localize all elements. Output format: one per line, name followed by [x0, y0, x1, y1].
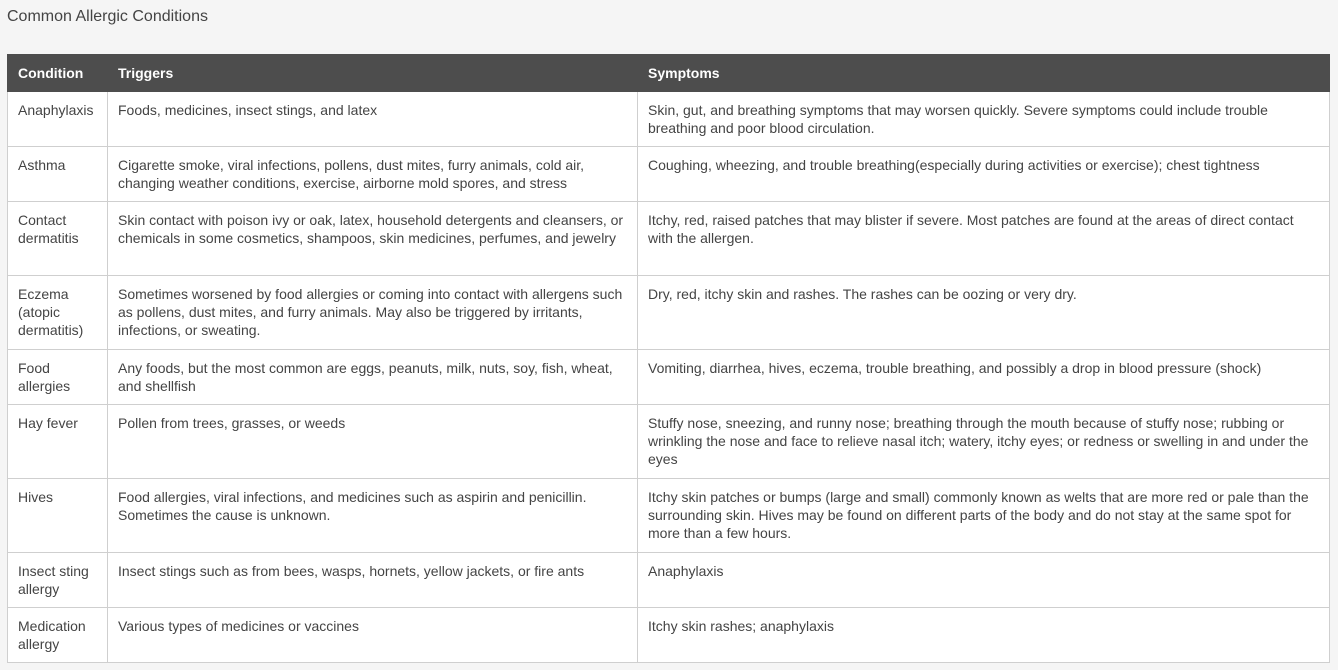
cell-symptoms: Stuffy nose, sneezing, and runny nose; breathing through the mouth because of stuffy nose; rubbing or wrinkling the nose and face to relieve nasal itch; watery, itchy eyes; or redness or swelling in and under the eyes — [638, 405, 1330, 479]
cell-triggers: Various types of medicines or vaccines — [108, 608, 638, 663]
cell-symptoms: Anaphylaxis — [638, 553, 1330, 608]
table-body — [8, 92, 1330, 663]
table-row-anaphylaxis — [8, 92, 1330, 147]
cell-symptoms: Dry, red, itchy skin and rashes. The rashes can be oozing or very dry. — [638, 276, 1330, 350]
table-row-eczema — [8, 276, 1330, 350]
allergic-conditions-table — [7, 54, 1330, 663]
cell-symptoms: Itchy skin rashes; anaphylaxis — [638, 608, 1330, 663]
cell-triggers: Insect stings such as from bees, wasps, hornets, yellow jackets, or fire ants — [108, 553, 638, 608]
cell-condition: Hives — [8, 479, 108, 553]
cell-triggers: Any foods, but the most common are eggs, peanuts, milk, nuts, soy, fish, wheat, and shellfish — [108, 350, 638, 405]
page-title: Common Allergic Conditions — [7, 8, 208, 25]
header-symptoms: Symptoms — [638, 55, 1330, 92]
cell-condition: Anaphylaxis — [8, 92, 108, 147]
cell-triggers: Foods, medicines, insect stings, and latex — [108, 92, 638, 147]
cell-symptoms: Skin, gut, and breathing symptoms that may worsen quickly. Severe symptoms could include trouble breathing and poor blood circulation. — [638, 92, 1330, 147]
cell-condition: Contact dermatitis — [8, 202, 108, 276]
cell-condition: Hay fever — [8, 405, 108, 479]
cell-triggers: Skin contact with poison ivy or oak, latex, household detergents and cleansers, or chemicals in some cosmetics, shampoos, skin medicines, perfumes, and jewelry — [108, 202, 638, 276]
cell-triggers: Food allergies, viral infections, and medicines such as aspirin and penicillin. Sometimes the cause is unknown. — [108, 479, 638, 553]
cell-triggers: Cigarette smoke, viral infections, pollens, dust mites, furry animals, cold air, changing weather conditions, exercise, airborne mold spores, and stress — [108, 147, 638, 202]
cell-symptoms: Coughing, wheezing, and trouble breathing(especially during activities or exercise); chest tightness — [638, 147, 1330, 202]
allergic-conditions-table-container — [7, 54, 1329, 663]
table-row-hay-fever — [8, 405, 1330, 479]
cell-condition: Medication allergy — [8, 608, 108, 663]
cell-condition: Food allergies — [8, 350, 108, 405]
cell-triggers: Sometimes worsened by food allergies or coming into contact with allergens such as pollens, dust mites, and furry animals. May also be triggered by irritants, infections, or sweating. — [108, 276, 638, 350]
table-header — [8, 55, 1330, 92]
table-row-hives — [8, 479, 1330, 553]
table-row-contact-dermatitis — [8, 202, 1330, 276]
cell-condition: Insect sting allergy — [8, 553, 108, 608]
table-row-food-allergies — [8, 350, 1330, 405]
cell-triggers: Pollen from trees, grasses, or weeds — [108, 405, 638, 479]
table-row-asthma — [8, 147, 1330, 202]
cell-symptoms: Vomiting, diarrhea, hives, eczema, trouble breathing, and possibly a drop in blood pressure (shock) — [638, 350, 1330, 405]
cell-condition: Asthma — [8, 147, 108, 202]
cell-symptoms: Itchy, red, raised patches that may blister if severe. Most patches are found at the areas of direct contact with the allergen. — [638, 202, 1330, 276]
cell-symptoms: Itchy skin patches or bumps (large and small) commonly known as welts that are more red or pale than the surrounding skin. Hives may be found on different parts of the body and do not stay at the same spot for more than a few hours. — [638, 479, 1330, 553]
header-condition: Condition — [8, 55, 108, 92]
header-triggers: Triggers — [108, 55, 638, 92]
table-row-insect-sting-allergy — [8, 553, 1330, 608]
cell-condition: Eczema (atopic dermatitis) — [8, 276, 108, 350]
header-row — [8, 55, 1330, 92]
table-row-medication-allergy — [8, 608, 1330, 663]
